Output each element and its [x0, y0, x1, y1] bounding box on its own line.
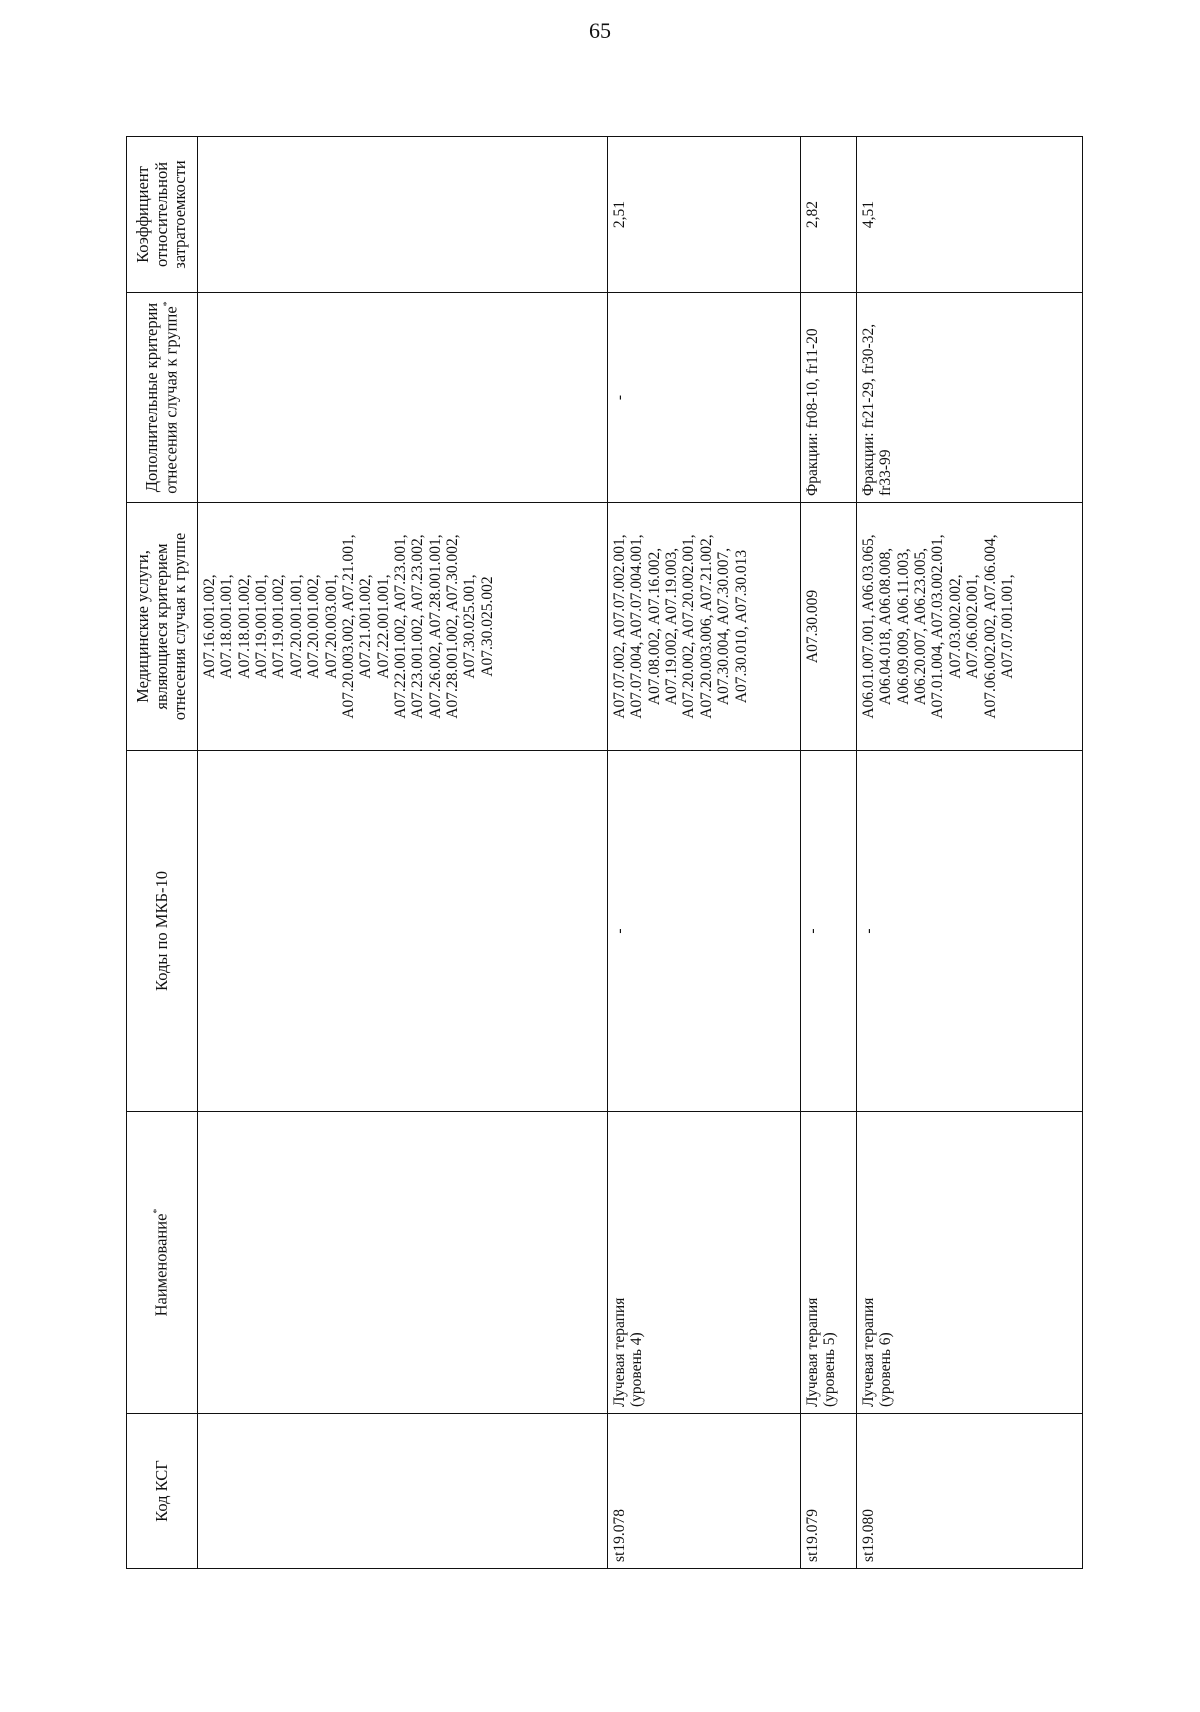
service-code-line: A07.18.001.001, — [218, 574, 236, 679]
service-code-line: A07.30.009 — [804, 589, 821, 664]
header-medical-services: Медицинские услуги, являющиеся критерием отнесения случая к группе — [127, 503, 198, 751]
service-code-line: A07.20.003.002, A07.21.001, — [339, 534, 357, 719]
header-name: Наименование* — [127, 1112, 198, 1414]
service-code-line: A07.22.001.002, A07.23.001, — [391, 534, 409, 719]
rotated-table-container — [126, 137, 1082, 1569]
service-code-line: A07.30.025.001, — [461, 574, 479, 679]
cell-coef — [198, 137, 608, 293]
rotated-table-frame — [126, 137, 1082, 1569]
service-code-line: A07.07.002, A07.07.002.001, — [611, 534, 628, 719]
cell-name — [198, 1112, 608, 1414]
service-code-line: A07.07.001.001, — [998, 574, 1016, 679]
service-code-line: A07.03.002.002, — [946, 574, 964, 679]
header-icd-codes: Коды по МКБ-10 — [127, 751, 198, 1112]
cell-services — [198, 503, 608, 751]
cell-coef: 4,51 — [857, 137, 1083, 293]
header-additional-criteria: Дополнительные критерии отнесения случая к группе* — [127, 293, 198, 503]
cell-criteria: Фракции: fr08-10, fr11-20 — [801, 293, 857, 503]
cell-icd — [198, 751, 608, 1112]
service-code-line: A07.19.002, A07.19.003, — [663, 547, 681, 706]
table-row — [608, 137, 801, 1569]
service-code-line: A07.26.002, A07.28.001.001, — [426, 534, 444, 719]
cell-icd: - — [801, 751, 857, 1112]
service-code-line: A07.19.001.001, — [253, 574, 271, 679]
cell-icd: - — [608, 751, 801, 1112]
service-code-line: A06.01.007.001, A06.03.065, — [860, 534, 877, 719]
table-row-continuation — [198, 137, 608, 1569]
cell-services — [857, 503, 1083, 751]
cell-code — [198, 1414, 608, 1569]
cell-services — [801, 503, 857, 751]
table-row — [801, 137, 857, 1569]
ksg-table — [126, 136, 1083, 1569]
cell-name: Лучевая терапия (уровень 4) — [608, 1112, 801, 1414]
cell-code: st19.078 — [608, 1414, 801, 1569]
service-code-line: A07.22.001.001, — [374, 574, 392, 679]
cell-criteria — [198, 293, 608, 503]
cell-coef: 2,51 — [608, 137, 801, 293]
service-code-line: A07.06.002.002, A07.06.004, — [981, 534, 999, 719]
cell-name: Лучевая терапия (уровень 5) — [801, 1112, 857, 1414]
page-number: 65 — [589, 18, 611, 43]
service-code-line: A07.01.004, A07.03.002.001, — [929, 534, 947, 719]
service-code-line: A06.20.007, A06.23.005, — [912, 547, 930, 706]
service-code-line: A07.20.003.006, A07.21.002, — [697, 534, 715, 719]
table-row — [857, 137, 1083, 1569]
service-code-line: A06.09.009, A06.11.003, — [894, 548, 912, 705]
service-code-line: A07.20.002, A07.20.002.001, — [680, 534, 698, 719]
cell-coef: 2,82 — [801, 137, 857, 293]
service-code-line: A07.30.025.002 — [478, 576, 496, 677]
service-code-line: A07.20.003.001, — [322, 574, 340, 679]
service-code-line: A07.30.010, A07.30.013 — [732, 549, 750, 704]
service-code-line: A07.07.004, A07.07.004.001, — [628, 534, 646, 719]
cell-name: Лучевая терапия (уровень 6) — [857, 1112, 1083, 1414]
service-code-line: A07.20.001.001, — [287, 574, 305, 679]
table-header-row — [127, 137, 198, 1569]
service-code-line: A07.20.001.002, — [305, 574, 323, 679]
service-code-line: A07.28.001.002, A07.30.002, — [444, 534, 462, 719]
cell-code: st19.079 — [801, 1414, 857, 1569]
service-code-line: A07.18.001.002, — [235, 574, 253, 679]
cell-code: st19.080 — [857, 1414, 1083, 1569]
cell-icd: - — [857, 751, 1083, 1112]
service-code-line: A07.30.004, A07.30.007, — [715, 547, 733, 706]
service-code-line: A07.08.002, A07.16.002, — [645, 547, 663, 706]
header-ksg-code: Код КСГ — [127, 1414, 198, 1569]
service-code-line: A07.21.001.002, — [357, 574, 375, 679]
cell-services — [608, 503, 801, 751]
service-code-line: A07.19.001.002, — [270, 574, 288, 679]
cell-criteria: - — [608, 293, 801, 503]
service-code-line: A07.06.002.001, — [964, 574, 982, 679]
cell-criteria: Фракции: fr21-29, fr30-32, fr33-99 — [857, 293, 1083, 503]
service-code-line: A07.23.001.002, A07.23.002, — [409, 534, 427, 719]
service-code-line: A07.16.001.002, — [201, 574, 218, 679]
service-code-line: A06.04.018, A06.08.008, — [877, 547, 895, 706]
header-cost-coefficient: Коэффициент относительной затратоемкости — [127, 137, 198, 293]
